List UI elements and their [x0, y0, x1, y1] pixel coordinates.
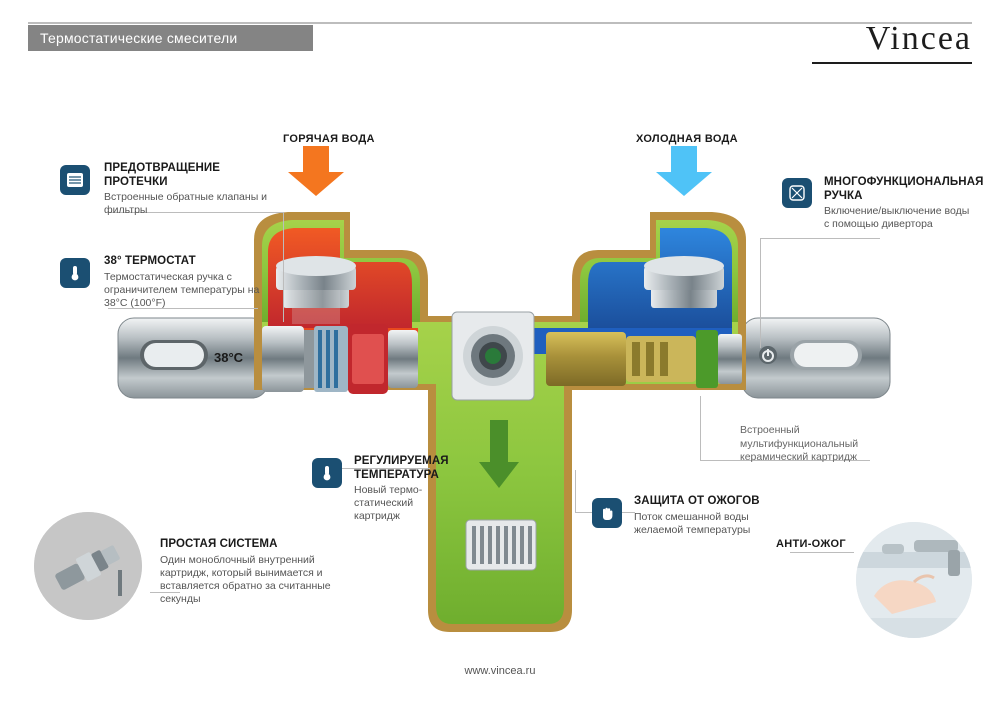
brand-underline: [812, 62, 972, 64]
cold-flow-arrow: [656, 146, 712, 196]
leader-line-handle: [760, 238, 880, 239]
callout-text: Включение/выключение воды с помощью дивертора: [824, 205, 970, 230]
ceramic-cartridge-note: Встроенный мультифункциональный керамический картридж: [740, 424, 859, 463]
header-tab: [28, 25, 313, 51]
leader-line-scald-v: [575, 470, 576, 512]
callout-title: ПРОСТАЯ СИСТЕМА: [160, 538, 278, 550]
callout-title: ПРЕДОТВРАЩЕНИЕ ПРОТЕЧКИ: [104, 162, 221, 188]
filter-icon: [60, 165, 90, 195]
callout-title: МНОГОФУНКЦИОНАЛЬНАЯ РУЧКА: [824, 176, 984, 202]
svg-text:38°C: 38°C: [214, 350, 244, 365]
brass-spindle: [546, 330, 742, 388]
callout-simple-system: [160, 538, 338, 606]
thermometer-icon: [312, 458, 342, 488]
thermometer-icon: [60, 258, 90, 288]
hand-icon: [592, 498, 622, 528]
anti-scald-photo: [856, 522, 972, 638]
header-tab-label: Термостатические смесители: [40, 30, 238, 46]
cold-inlet-cap: [644, 256, 724, 308]
callout-text: Термостатическая ручка с ограничителем температуры на 38°С (100°F): [104, 270, 260, 309]
hot-flow-arrow: [288, 146, 344, 196]
thermostatic-cartridge: [262, 324, 418, 394]
callout-thermostat: [104, 255, 284, 310]
callout-title: 38° ТЕРМОСТАТ: [104, 255, 196, 267]
callout-scald-protection: [634, 495, 784, 537]
callout-title: ЗАЩИТА ОТ ОЖОГОВ: [634, 495, 760, 507]
callout-title: РЕГУЛИРУЕМАЯ ТЕМПЕРАТУРА: [354, 455, 449, 481]
callout-multifunction-handle: [824, 176, 984, 231]
brand-logo: Vincea: [865, 20, 972, 57]
ceramic-cartridge: [452, 312, 534, 400]
callout-text: Новый термо-статический картридж: [354, 484, 423, 522]
callout-text: Встроенные обратные клапаны и фильтры: [104, 191, 268, 216]
leader-line-anti: [790, 552, 854, 553]
callout-text: Один моноблочный внутренний картридж, который вынимается и вставляется обратно за считанные секунды: [160, 553, 331, 605]
hot-water-label: ГОРЯЧАЯ ВОДА: [283, 133, 375, 145]
anti-scald-label: АНТИ-ОЖОГ: [776, 538, 846, 550]
diverter-icon: [782, 178, 812, 208]
leader-line-ceramic-v: [700, 396, 701, 460]
cold-water-label: ХОЛОДНАЯ ВОДА: [636, 133, 738, 145]
header-divider: [28, 22, 972, 24]
leader-line-handle-v: [760, 238, 761, 348]
callout-adjustable-temperature: [354, 455, 450, 523]
callout-text: Поток смешанной воды желаемой температуры: [634, 510, 751, 536]
cartridge-photo: [34, 512, 142, 620]
footer-url: www.vincea.ru: [464, 665, 536, 677]
callout-leak-prevention: [104, 162, 279, 217]
outlet-grille: [466, 520, 536, 570]
